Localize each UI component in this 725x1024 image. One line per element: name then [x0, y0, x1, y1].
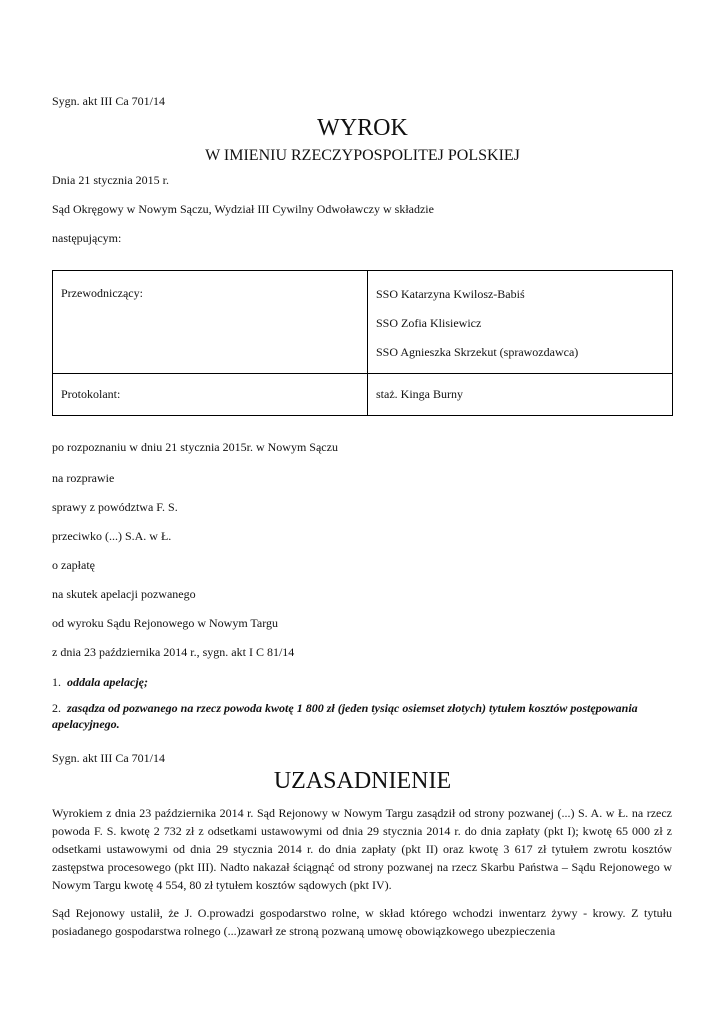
justification-signature: Sygn. akt III Ca 701/14	[52, 751, 165, 765]
clerk-name: staż. Kinga Burny	[368, 374, 673, 416]
case-line: na skutek apelacji pozwanego	[52, 587, 196, 601]
justification-paragraph: Sąd Rejonowy ustalił, że J. O.prowadzi gospodarstwo rolne, w skład którego wchodzi inwentarz żywy - krowy. Z tytułu posiadanego gospodarstwa rolnego (...)zawarł ze stroną pozwaną umowę obowiązkowego ubezpieczenia	[52, 906, 672, 938]
clerk-label: Protokolant:	[53, 374, 368, 416]
case-line: przeciwko (...) S.A. w Ł.	[52, 529, 172, 543]
panel-row-clerk	[53, 374, 673, 416]
ruling-item-number: 1.	[52, 675, 61, 689]
justification-paragraph: Wyrokiem z dnia 23 października 2014 r. Sąd Rejonowy w Nowym Targu zasądził od strony pozwanej (...) S. A. w Ł. na rzecz powoda F. S. kwotę 2 732 zł z odsetkami ustawowymi od dnia 29 stycznia 2014 r. do dnia zapłaty (pkt I); kwotę 65 000 zł z odsetkami ustawowymi od dnia 29 stycznia 2014 r. do dnia zapłaty (pkt II) oraz kwotę 3 617 zł tytułem zwrotu kosztów zastępstwa procesowego (pkt III). Nadto nakazał ściągnąć od strony pozwanej na rzecz Skarbu Państwa – Sądu Rejonowego w Nowym Targu kwotę 4 554, 80 zł tytułem kosztów sądowych (pkt IV).	[52, 806, 672, 892]
case-line: po rozpoznaniu w dniu 21 stycznia 2015r. w Nowym Sączu	[52, 440, 338, 454]
chair-label: Przewodniczący:	[53, 271, 368, 374]
case-line: z dnia 23 października 2014 r., sygn. akt I C 81/14	[52, 645, 295, 659]
judge-name: SSO Katarzyna Kwilosz-Babiś	[376, 287, 525, 301]
document-title: WYROK	[317, 115, 408, 141]
case-line: od wyroku Sądu Rejonowego w Nowym Targu	[52, 616, 279, 630]
composition-intro: następującym:	[52, 231, 122, 245]
justification-title: UZASADNIENIE	[273, 768, 452, 794]
document-subtitle: W IMIENIU RZECZYPOSPOLITEJ POLSKIEJ	[205, 147, 520, 164]
ruling-item-text: oddala apelację;	[67, 675, 148, 689]
case-line: na rozprawie	[52, 471, 115, 485]
case-line: o zapłatę	[52, 558, 95, 572]
ruling-item-text: zasądza od pozwanego na rzecz powoda kwotę 1 800 zł (jeden tysiąc osiemset złotych) tytułem kosztów postępowania apelacyjnego.	[52, 701, 638, 731]
ruling-item-number: 2.	[52, 701, 61, 715]
ruling-list	[52, 674, 672, 732]
case-line: sprawy z powództwa F. S.	[52, 500, 178, 514]
ruling-date: Dnia 21 stycznia 2015 r.	[52, 173, 169, 187]
judge-name: SSO Agnieszka Skrzekut (sprawozdawca)	[376, 345, 579, 359]
judge-name: SSO Zofia Klisiewicz	[376, 316, 482, 330]
court-name: Sąd Okręgowy w Nowym Sączu, Wydział III Cywilny Odwoławczy w składzie	[52, 202, 434, 216]
ruling-item	[52, 700, 672, 732]
court-panel-table	[52, 270, 673, 416]
panel-row-chair	[53, 271, 673, 374]
judges-cell	[368, 271, 673, 374]
ruling-item	[52, 674, 672, 690]
case-signature: Sygn. akt III Ca 701/14	[52, 94, 165, 108]
